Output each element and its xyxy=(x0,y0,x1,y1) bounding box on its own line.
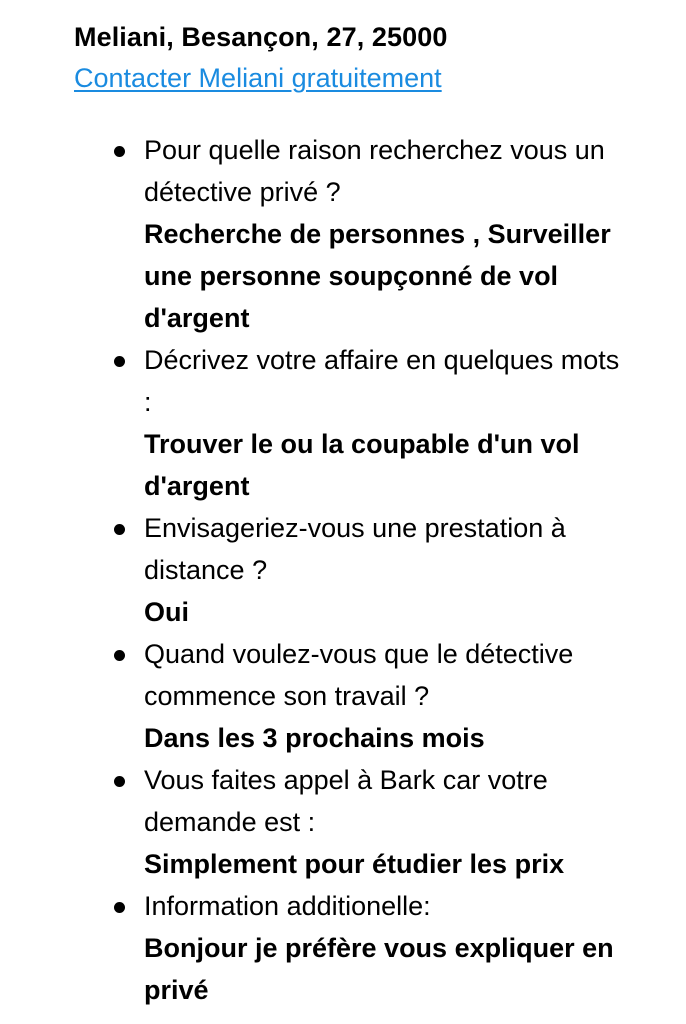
question-text: Pour quelle raison recherchez vous un détective privé ? xyxy=(144,135,605,207)
bullet-icon xyxy=(114,524,125,535)
answer-text: Dans les 3 prochains mois xyxy=(144,723,485,753)
question-text: Envisageriez-vous une prestation à distance ? xyxy=(144,513,566,585)
answer-text: Bonjour je préfère vous expliquer en privé xyxy=(144,933,614,1005)
answer-text: Simplement pour étudier les prix xyxy=(144,849,565,879)
list-item xyxy=(110,759,620,885)
page-title: Meliani, Besançon, 27, 25000 xyxy=(74,22,448,52)
bullet-icon xyxy=(114,146,125,157)
answer-text: Trouver le ou la coupable d'un vol d'argent xyxy=(144,429,580,501)
bullet-icon xyxy=(114,356,125,367)
list-item xyxy=(110,633,620,759)
list-item xyxy=(110,885,620,1011)
bullet-icon xyxy=(114,650,125,661)
question-text: Décrivez votre affaire en quelques mots : xyxy=(144,345,620,417)
question-answer-list xyxy=(110,129,620,1011)
bullet-icon xyxy=(114,776,125,787)
contact-link[interactable]: Contacter Meliani gratuitement xyxy=(74,63,442,93)
answer-text: Recherche de personnes , Surveiller une personne soupçonné de vol d'argent xyxy=(144,219,611,333)
question-text: Vous faites appel à Bark car votre demande est : xyxy=(144,765,548,837)
bullet-icon xyxy=(114,902,125,913)
list-item xyxy=(110,339,620,507)
list-item xyxy=(110,507,620,633)
question-text: Information additionelle: xyxy=(144,891,431,921)
question-text: Quand voulez-vous que le détective commence son travail ? xyxy=(144,639,574,711)
answer-text: Oui xyxy=(144,597,189,627)
list-item xyxy=(110,129,620,339)
